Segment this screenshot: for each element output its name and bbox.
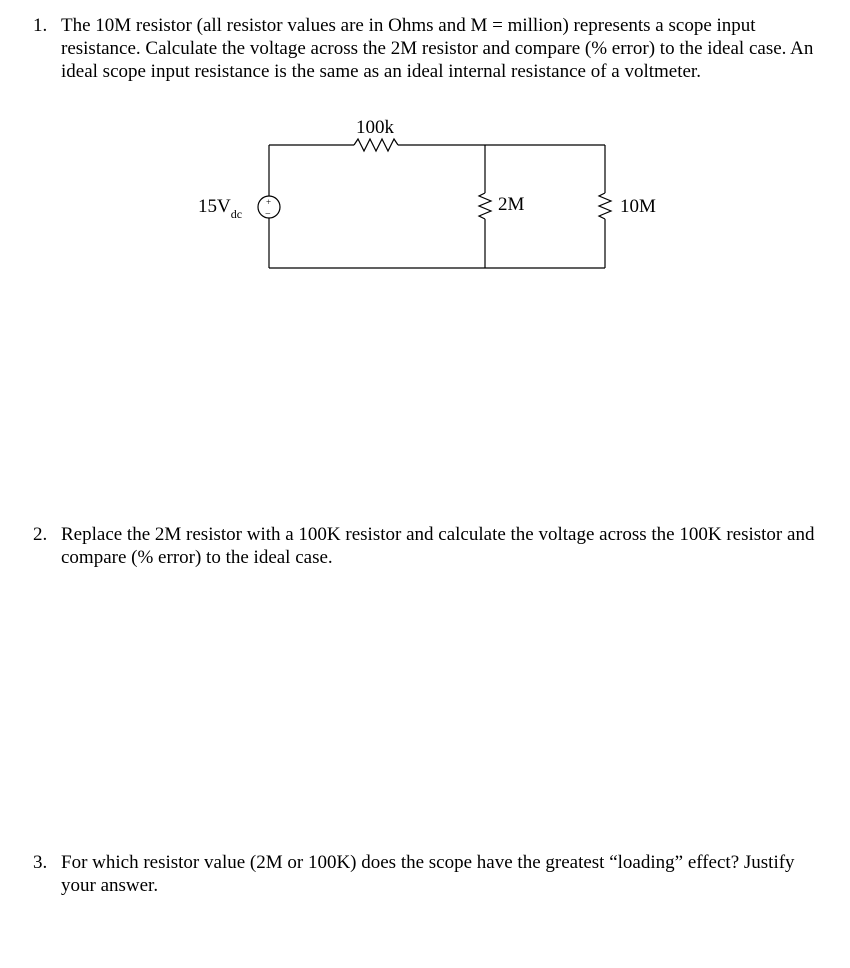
source-minus-sign: −	[265, 209, 271, 220]
question-2-text: Replace the 2M resistor with a 100K resistor and calculate the voltage across the 100K resistor and compare (% error) to the ideal case.	[61, 524, 815, 568]
question-3-number: 3.	[33, 852, 48, 873]
resistor-10m-label: 10M	[620, 196, 656, 217]
source-plus-sign: +	[266, 197, 272, 207]
question-1-number: 1.	[33, 15, 48, 36]
question-1-text: The 10M resistor (all resistor values are in Ohms and M = million) represents a scope input resistance. Calculate the voltage across the 2M resistor and compare (% error) to the ideal case. An ideal scope input resistance is the same as an ideal internal resistance of a voltmeter.	[61, 15, 814, 82]
question-2	[33, 523, 823, 569]
question-3	[33, 851, 823, 897]
source-subscript: dc	[230, 207, 243, 221]
question-3-text: For which resistor value (2M or 100K) does the scope have the greatest “loading” effect? Justify your answer.	[61, 852, 795, 896]
circuit-diagram	[0, 0, 850, 330]
resistor-2m-label: 2M	[498, 194, 525, 215]
resistor-10m-symbol	[599, 193, 611, 219]
resistor-100k-symbol	[354, 139, 398, 151]
resistor-100k-label: 100k	[356, 117, 394, 138]
question-2-number: 2.	[33, 524, 48, 545]
resistor-2m-symbol	[479, 193, 491, 219]
source-label	[198, 196, 243, 221]
source-voltage: 15V	[198, 196, 231, 217]
